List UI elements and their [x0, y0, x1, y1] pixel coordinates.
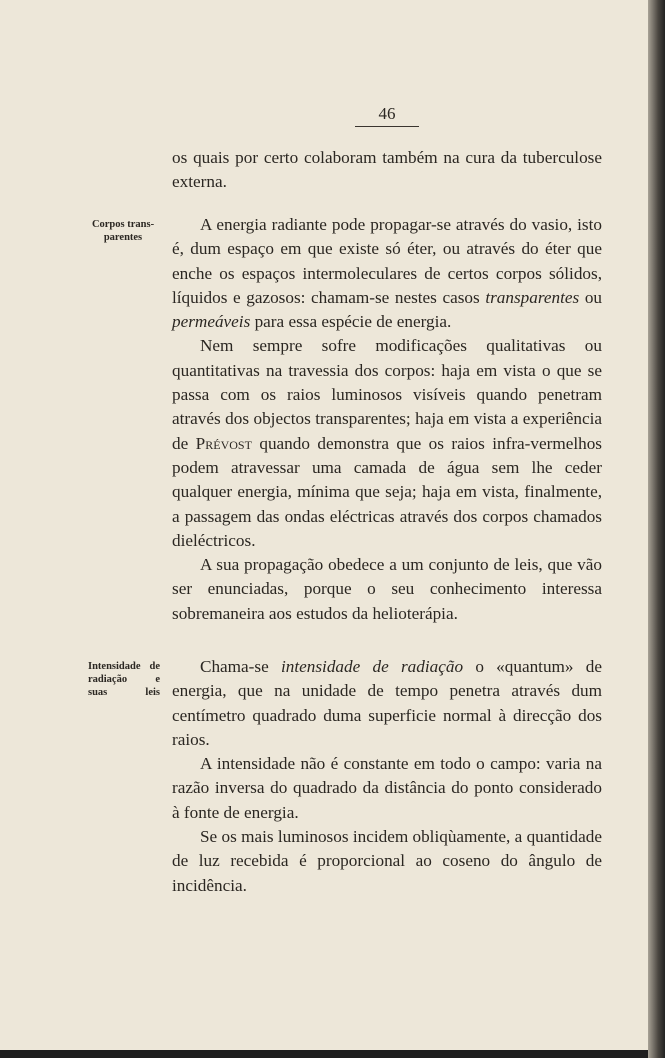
margin-note-line: suas leis [88, 687, 160, 698]
margin-note-line: Intensidade de [88, 661, 160, 672]
margin-note-corpos-transparentes [86, 218, 160, 244]
italic-term: intensidade de radiação [281, 657, 464, 676]
text-run: quando demonstra que os raios infra-vermelhos podem atravessar uma camada de água sem lhe ceder qualquer energia, mínima que seja; haja em vista, finalmente, a passagem das ondas eléctricas através dos corpos chamados dieléctricos. [172, 433, 602, 550]
margin-note-line: parentes [103, 232, 143, 243]
text-block-bottom [172, 655, 602, 898]
margin-note-intensidade [88, 660, 160, 699]
text-block-middle [172, 213, 602, 626]
paragraph [172, 334, 602, 553]
paragraph: Se os mais luminosos incidem obliqùamente, a quantidade de luz recebida é proporcional ao coseno do ângulo de incidência. [172, 827, 602, 895]
paragraph [172, 213, 602, 334]
text-run: A energia radiante pode propagar-se através do vasio, isto é, dum espaço em que existe só éter, ou através do éter que enche os espaços intermoleculares de certos corpos sólidos, líquidos e gazosos: chamam-se nestes casos [172, 215, 602, 307]
margin-note-line: Corpos trans- [91, 219, 155, 230]
margin-note-line: radiação e [88, 674, 160, 685]
italic-term: transparentes [485, 287, 580, 307]
paragraph: os quais por certo colaboram também na cura da tuberculose externa. [172, 148, 602, 192]
author-name: Prévost [195, 433, 252, 453]
page-edge-shadow [648, 0, 665, 1058]
text-run: o «quantum» de energia, que na unidade de tempo penetra através dum centímetro quadrado duma superficie normal à direcção dos raios. [172, 657, 603, 749]
paragraph: A intensidade não é constante em todo o campo: varia na razão inversa do quadrado da distância do ponto considerado à fonte de energia. [172, 754, 602, 822]
text-run: Chama-se [200, 657, 281, 676]
text-block-top [172, 146, 602, 195]
paragraph: A sua propagação obedece a um conjunto de leis, que vão ser enunciadas, porque o seu conhecimento interessa sobremaneira aos estudos da helioterápia. [172, 555, 602, 623]
italic-term: permeáveis [172, 312, 251, 332]
page-number: 46 [355, 104, 419, 127]
paragraph [172, 655, 602, 752]
text-run: para essa espécie de energia. [250, 312, 452, 332]
text-run: ou [579, 287, 603, 307]
text-run: Nem sempre sofre modificações qualitativas ou quantitativas na travessia dos corpos: haja em vista o que se passa com os raios luminosos visíveis quando penetram através dos objectos transparentes; haja em vista a experiência de [172, 336, 602, 453]
